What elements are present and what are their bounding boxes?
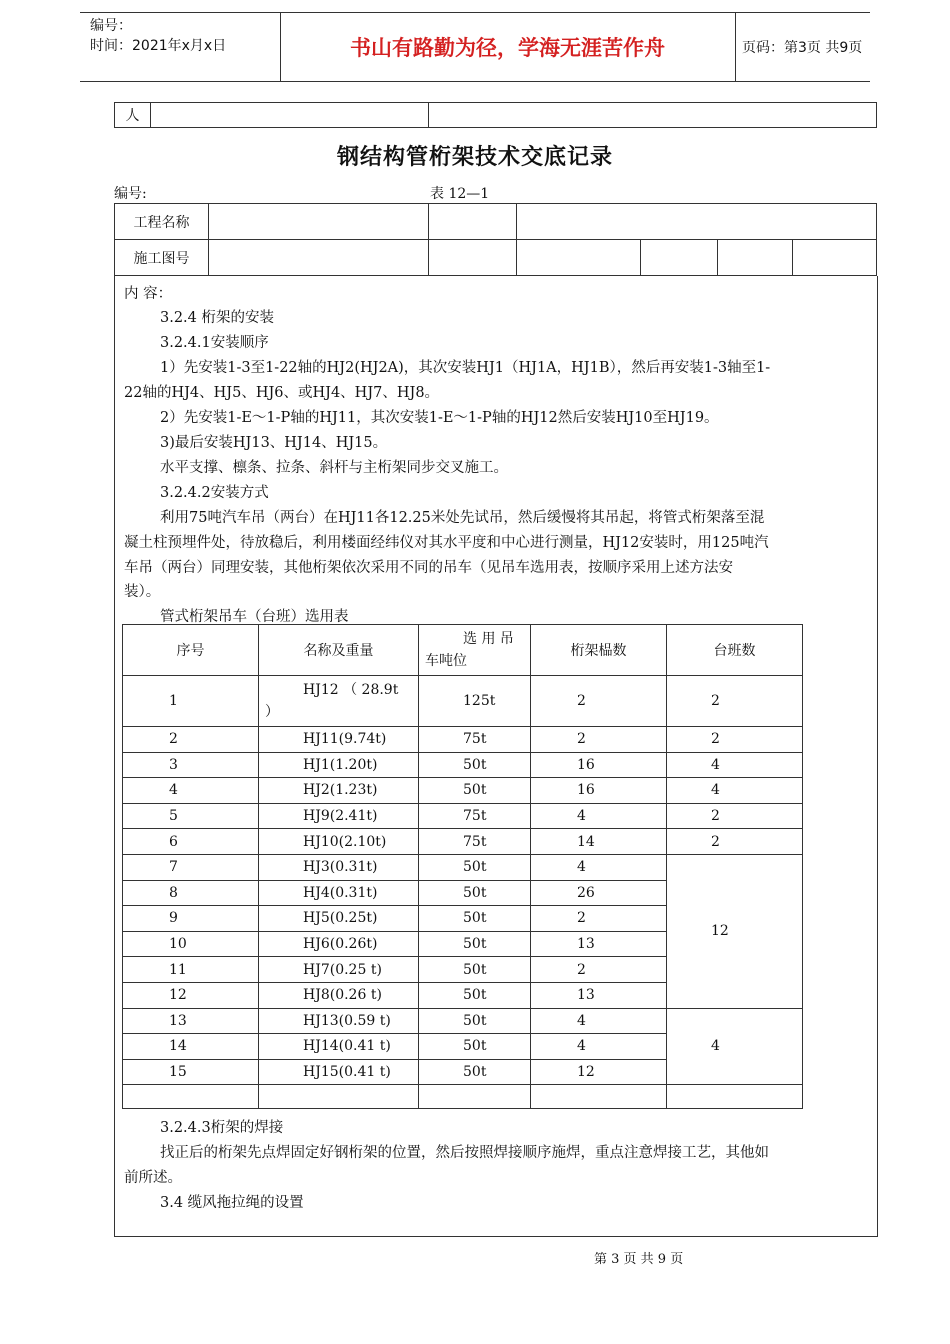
doc-table-label: 表 12—1	[430, 186, 490, 202]
header-no: 序号	[123, 625, 259, 676]
cell-name: HJ7(0.25 t)	[259, 957, 419, 983]
cell-count: 13	[531, 931, 667, 957]
table-row	[123, 1008, 803, 1034]
cell-no: 7	[123, 854, 259, 880]
header-shift: 台班数	[667, 625, 803, 676]
page-header	[80, 12, 870, 82]
cell-no: 13	[123, 1008, 259, 1034]
cell-shift-merged: 4	[667, 1008, 803, 1085]
cell-no: 8	[123, 880, 259, 906]
cell-no: 5	[123, 803, 259, 829]
header-count: 桁架榀数	[531, 625, 667, 676]
body-line: 1）先安装1-3至1-22轴的HJ2(HJ2A)，其次安装HJ1（HJ1A，HJ1B），然后再安装1-3轴至1-	[160, 360, 771, 376]
table-row	[123, 803, 803, 829]
body-line: 3.2.4.2安装方式	[160, 485, 269, 501]
cell-name: HJ1(1.20t)	[259, 752, 419, 778]
cell-count: 12	[531, 1059, 667, 1085]
cell-name: HJ4(0.31t)	[259, 880, 419, 906]
header-number-label: 编号：	[90, 18, 132, 34]
cell-shift: 2	[667, 803, 803, 829]
body-line: 水平支撑、檩条、拉条、斜杆与主桁架同步交叉施工。	[160, 460, 508, 476]
body-line: 3.4 缆风拖拉绳的设置	[160, 1195, 304, 1211]
page-footer: 第 3 页 共 9 页	[594, 1252, 684, 1267]
cell-empty	[531, 1085, 667, 1109]
cell-count: 16	[531, 752, 667, 778]
project-name-label: 工程名称	[115, 204, 209, 240]
table-row	[123, 854, 803, 880]
cell-count: 2	[531, 676, 667, 727]
doc-number-label: 编号:	[114, 186, 147, 202]
cell-no: 15	[123, 1059, 259, 1085]
crane-table	[122, 624, 803, 1109]
cell-ton: 50t	[419, 752, 531, 778]
drawing-no-label: 施工图号	[115, 240, 209, 276]
cell-shift-merged: 12	[667, 854, 803, 1008]
cell-no: 4	[123, 778, 259, 804]
cell-no: 14	[123, 1034, 259, 1060]
body-line: 22轴的HJ4、HJ5、HJ6、或HJ4、HJ7、HJ8。	[124, 385, 440, 401]
cell-empty	[259, 1085, 419, 1109]
cell-name: HJ9(2.41t)	[259, 803, 419, 829]
content-label: 内 容：	[124, 286, 173, 302]
header-motto: 书山有路勤为径，学海无涯苦作舟	[280, 13, 736, 81]
header-page-info: 页码：第3页 共9页	[742, 40, 863, 56]
cell-no: 2	[123, 727, 259, 753]
cell-name	[259, 676, 419, 727]
header-left	[80, 13, 281, 81]
cell-ton: 50t	[419, 880, 531, 906]
cell-name: HJ15(0.41 t)	[259, 1059, 419, 1085]
project-info-cell	[517, 240, 641, 276]
cell-shift: 2	[667, 829, 803, 855]
cell-ton: 75t	[419, 727, 531, 753]
cell-empty	[667, 1085, 803, 1109]
table-row	[123, 676, 803, 727]
table-row	[123, 752, 803, 778]
cell-ton: 75t	[419, 829, 531, 855]
body-line: 利用75吨汽车吊（两台）在HJ11各12.25米处先试吊，然后缓慢将其吊起，将管式桁架落至混	[160, 510, 765, 526]
table-row	[123, 829, 803, 855]
cell-count: 4	[531, 1008, 667, 1034]
cell-count: 4	[531, 1034, 667, 1060]
cell-name: HJ8(0.26 t)	[259, 982, 419, 1008]
cell-count: 13	[531, 982, 667, 1008]
header-ton-line1: 选 用 吊	[463, 631, 514, 647]
cell-ton: 50t	[419, 1034, 531, 1060]
header-time: 时间：2021年x月x日	[90, 38, 227, 54]
cell-name: HJ11(9.74t)	[259, 727, 419, 753]
cell-name-line1: HJ12 （ 28.9t	[303, 682, 399, 698]
header-ton	[419, 625, 531, 676]
body-line: 3)最后安装HJ13、HJ14、HJ15。	[160, 435, 388, 451]
table-row-empty	[123, 1085, 803, 1109]
cell-name-line2: ）	[265, 704, 279, 720]
body-line: 2）先安装1-E～1-P轴的HJ11，其次安装1-E～1-P轴的HJ12然后安装HJ10至HJ19。	[160, 410, 719, 426]
project-info-cell	[718, 240, 793, 276]
cell-name: HJ10(2.10t)	[259, 829, 419, 855]
cell-count: 16	[531, 778, 667, 804]
cell-count: 14	[531, 829, 667, 855]
drawing-no-value	[209, 240, 429, 276]
cell-ton: 125t	[419, 676, 531, 727]
body-line: 凝土柱预埋件处，待放稳后，利用楼面经纬仪对其水平度和中心进行测量，HJ12安装时，用125吨汽	[124, 535, 769, 551]
project-info-cell	[429, 204, 517, 240]
cell-count: 2	[531, 957, 667, 983]
body-line: 3.2.4.1安装顺序	[160, 335, 269, 351]
cell-count: 2	[531, 906, 667, 932]
cell-no: 11	[123, 957, 259, 983]
table-row	[123, 778, 803, 804]
body-line: 装）。	[124, 584, 161, 600]
project-info-cell	[641, 240, 718, 276]
project-info-table	[114, 203, 877, 276]
cell-no: 9	[123, 906, 259, 932]
cell-ton: 50t	[419, 778, 531, 804]
project-info-cell	[793, 240, 877, 276]
cell-name: HJ2(1.23t)	[259, 778, 419, 804]
body-line: 3.2.4.3桁架的焊接	[160, 1120, 284, 1136]
cell-shift: 4	[667, 778, 803, 804]
cell-no: 6	[123, 829, 259, 855]
cell-ton: 50t	[419, 854, 531, 880]
cell-name: HJ13(0.59 t)	[259, 1008, 419, 1034]
cell-no: 12	[123, 982, 259, 1008]
cell-name: HJ3(0.31t)	[259, 854, 419, 880]
cell-no: 1	[123, 676, 259, 727]
cell-ton: 50t	[419, 957, 531, 983]
cell-name: HJ5(0.25t)	[259, 906, 419, 932]
cell-ton: 50t	[419, 1008, 531, 1034]
crane-table-caption: 管式桁架吊车（台班）选用表	[160, 609, 349, 625]
cell-name: HJ6(0.26t)	[259, 931, 419, 957]
body-line: 找正后的桁架先点焊固定好钢桁架的位置，然后按照焊接顺序施焊，重点注意焊接工艺，其他如	[160, 1145, 769, 1161]
cell-no: 10	[123, 931, 259, 957]
header-name: 名称及重量	[259, 625, 419, 676]
cell-ton: 50t	[419, 906, 531, 932]
cell-shift: 2	[667, 676, 803, 727]
body-line: 前所述。	[124, 1170, 182, 1186]
body-line: 车吊（两台）同理安装，其他桁架依次采用不同的吊车（见吊车选用表，按顺序采用上述方法安	[124, 560, 733, 576]
cell-name: HJ14(0.41 t)	[259, 1034, 419, 1060]
cell-count: 2	[531, 727, 667, 753]
cell-count: 4	[531, 854, 667, 880]
cell-ton: 50t	[419, 931, 531, 957]
top-table-cell	[429, 103, 877, 128]
cell-count: 26	[531, 880, 667, 906]
cell-ton: 50t	[419, 982, 531, 1008]
cell-ton: 50t	[419, 1059, 531, 1085]
person-label: 人	[115, 103, 151, 128]
page-title: 钢结构管桁架技术交底记录	[336, 145, 613, 170]
header-ton-line2: 车吨位	[425, 653, 467, 669]
cell-empty	[419, 1085, 531, 1109]
project-info-cell	[429, 240, 517, 276]
project-name-value	[209, 204, 429, 240]
cell-shift: 2	[667, 727, 803, 753]
cell-ton: 75t	[419, 803, 531, 829]
cell-empty	[123, 1085, 259, 1109]
cell-count: 4	[531, 803, 667, 829]
project-info-cell	[517, 204, 877, 240]
top-table-cell	[151, 103, 429, 128]
top-table	[114, 102, 877, 128]
body-line: 3.2.4 桁架的安装	[160, 310, 275, 326]
cell-shift: 4	[667, 752, 803, 778]
cell-no: 3	[123, 752, 259, 778]
table-row	[123, 727, 803, 753]
crane-table-header	[123, 625, 803, 676]
